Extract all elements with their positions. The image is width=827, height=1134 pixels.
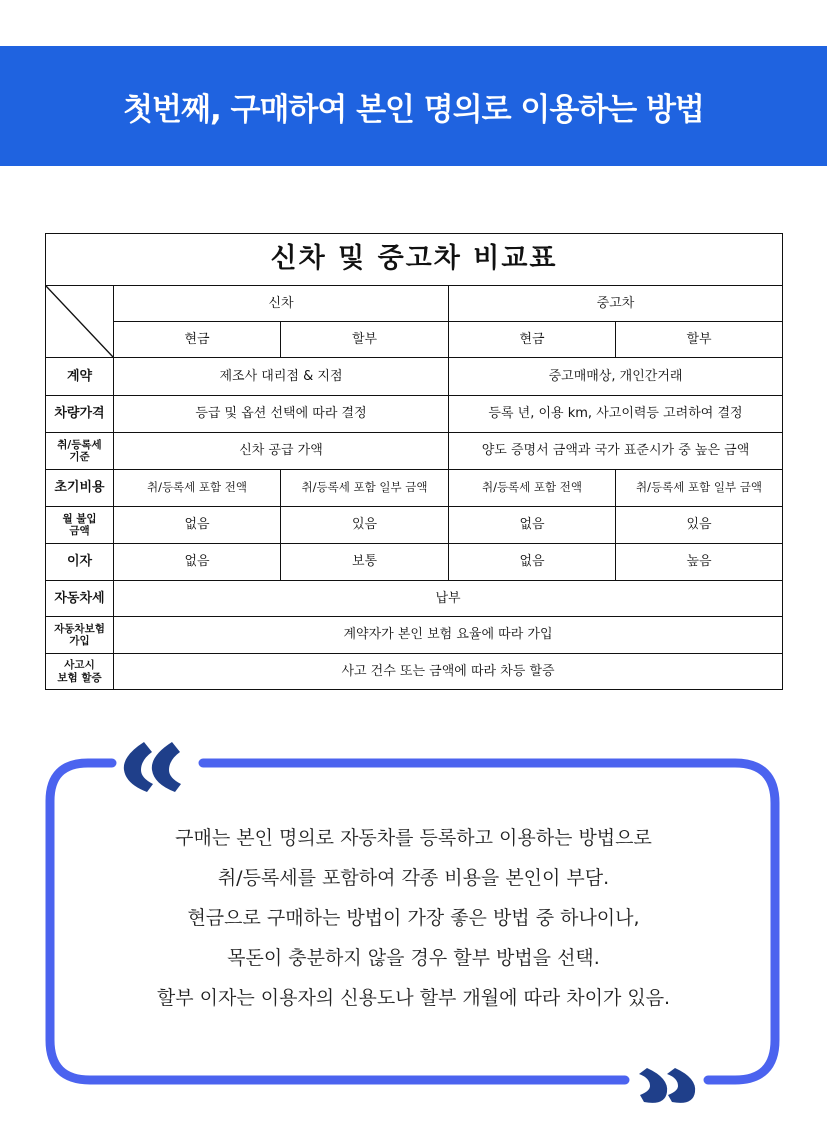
insurance-label-line2: 가입	[69, 635, 90, 647]
title-banner	[0, 46, 827, 166]
accident-label-line1: 사고시	[64, 659, 95, 672]
price-new: 등급 및 옵션 선택에 따라 결정	[114, 396, 449, 433]
comparison-table	[45, 233, 783, 690]
monthly-label-line1: 월 불입	[62, 512, 97, 525]
interest-used-cash: 없음	[449, 544, 616, 581]
car-tax-value: 납부	[114, 581, 783, 617]
monthly-used-installment: 있음	[616, 507, 783, 544]
accident-value: 사고 건수 또는 금액에 따라 차등 할증	[114, 654, 783, 690]
corner-diagonal-cell	[46, 286, 114, 358]
monthly-label-line2: 금액	[69, 525, 90, 537]
row-label-insurance	[46, 617, 114, 654]
header-new-cash: 현금	[114, 322, 281, 358]
diagonal-line-icon	[46, 286, 113, 357]
initial-cost-new-cash: 취/등록세 포함 전액	[114, 470, 281, 507]
quote-line-4: 목돈이 충분하지 않을 경우 할부 방법을 선택.	[227, 947, 600, 969]
row-label-accident	[46, 654, 114, 690]
row-label-initial-cost: 초기비용	[46, 470, 114, 507]
interest-used-installment: 높음	[616, 544, 783, 581]
banner-title: 첫번째, 구매하여 본인 명의로 이용하는 방법	[123, 91, 704, 128]
header-new-installment: 할부	[281, 322, 449, 358]
tax-basis-label-line1: 취/등록세	[57, 438, 102, 451]
row-label-contract: 계약	[46, 358, 114, 396]
price-used: 등록 년, 이용 km, 사고이력등 고려하여 결정	[449, 396, 783, 433]
quote-line-1: 구매는 본인 명의로 자동차를 등록하고 이용하는 방법으로	[175, 827, 652, 849]
monthly-used-cash: 없음	[449, 507, 616, 544]
close-quote-icon	[639, 1068, 695, 1103]
quote-line-3: 현금으로 구매하는 방법이 가장 좋은 방법 중 하나이나,	[187, 907, 640, 929]
row-label-price: 차량가격	[46, 396, 114, 433]
row-label-car-tax: 자동차세	[46, 581, 114, 617]
table-title: 신차 및 중고차 비교표	[46, 234, 783, 286]
accident-label-line2: 보험 할증	[57, 671, 102, 684]
contract-used: 중고매매상, 개인간거래	[449, 358, 783, 396]
row-label-interest: 이자	[46, 544, 114, 581]
header-used-car: 중고차	[449, 286, 783, 322]
row-label-monthly	[46, 507, 114, 544]
monthly-new-installment: 있음	[281, 507, 449, 544]
tax-basis-used: 양도 증명서 금액과 국가 표준시가 중 높은 금액	[449, 433, 783, 470]
insurance-label-line1: 자동차보험	[54, 622, 105, 635]
insurance-value: 계약자가 본인 보험 요율에 따라 가입	[114, 617, 783, 654]
initial-cost-new-installment: 취/등록세 포함 일부 금액	[281, 470, 449, 507]
open-quote-icon	[124, 742, 181, 792]
quote-line-5: 할부 이자는 이용자의 신용도나 할부 개월에 따라 차이가 있음.	[156, 987, 671, 1009]
tax-basis-new: 신차 공급 가액	[114, 433, 449, 470]
contract-new: 제조사 대리점 & 지점	[114, 358, 449, 396]
initial-cost-used-cash: 취/등록세 포함 전액	[449, 470, 616, 507]
header-used-cash: 현금	[449, 322, 616, 358]
quote-line-2: 취/등록세를 포함하여 각종 비용을 본인이 부담.	[217, 867, 610, 889]
interest-new-cash: 없음	[114, 544, 281, 581]
monthly-new-cash: 없음	[114, 507, 281, 544]
initial-cost-used-installment: 취/등록세 포함 일부 금액	[616, 470, 783, 507]
interest-new-installment: 보통	[281, 544, 449, 581]
row-label-tax-basis	[46, 433, 114, 470]
header-new-car: 신차	[114, 286, 449, 322]
tax-basis-label-line2: 기준	[69, 451, 90, 463]
header-used-installment: 할부	[616, 322, 783, 358]
quote-text	[60, 818, 767, 1018]
